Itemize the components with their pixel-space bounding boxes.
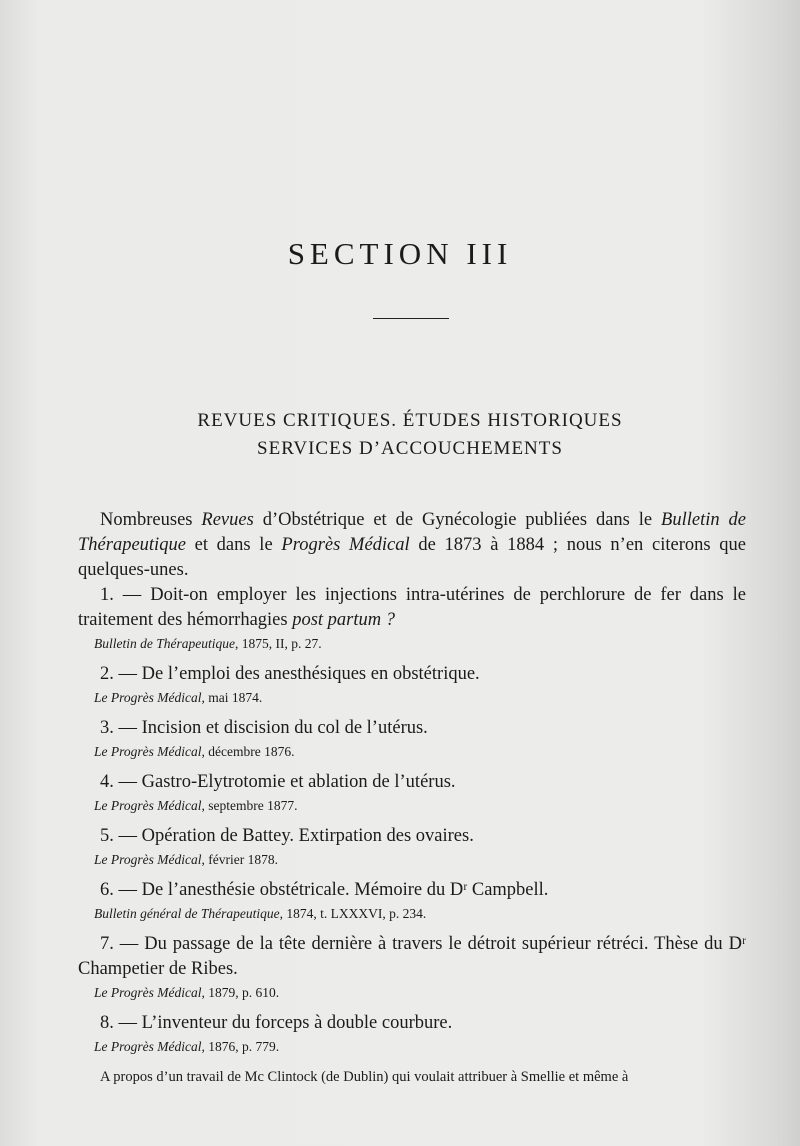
continuation-text: A propos d’un travail de Mc Clintock (de Dublin) qui voulait attribuer à Smellie et même à	[100, 1069, 629, 1085]
entry-reference: Bulletin de Thérapeutique, 1875, II, p. 27.	[94, 636, 322, 651]
entry-reference: Le Progrès Médical, décembre 1876.	[94, 744, 295, 759]
entry-2	[78, 662, 746, 707]
heading-line-2: SERVICES D’ACCOUCHEMENTS	[257, 438, 563, 459]
entry-reference: Le Progrès Médical, février 1878.	[94, 852, 278, 867]
entry-title: 5. — Opération de Battey. Extirpation des ovaires.	[100, 826, 474, 846]
entry-5	[78, 824, 746, 869]
entry-7	[78, 932, 746, 1002]
entry-title: 6. — De l’anesthésie obstétricale. Mémoire du Dʳ Campbell.	[100, 880, 549, 900]
section-title: SECTION III	[287, 236, 513, 271]
entry-6	[78, 878, 746, 923]
entry-reference: Le Progrès Médical, mai 1874.	[94, 690, 263, 705]
entry-4	[78, 770, 746, 815]
intro-paragraph: Nombreuses Revues d’Obstétrique et de Gynécologie publiées dans le Bulletin de Thérapeutique et dans le Progrès Médical de 1873 à 1884 ; nous n’en citerons que quelques-unes.	[78, 510, 746, 580]
entry-8	[78, 1011, 746, 1056]
entry-reference: Bulletin général de Thérapeutique, 1874, t. LXXXVI, p. 234.	[94, 906, 427, 921]
entry-reference: Le Progrès Médical, 1876, p. 779.	[94, 1039, 280, 1054]
entry-title: 8. — L’inventeur du forceps à double courbure.	[100, 1013, 453, 1033]
heading-line-1: REVUES CRITIQUES. ÉTUDES HISTORIQUES	[197, 410, 623, 431]
entry-reference: Le Progrès Médical, septembre 1877.	[94, 798, 298, 813]
entry-3	[78, 716, 746, 761]
title-rule	[373, 318, 449, 319]
entry-title: 4. — Gastro-Elytrotomie et ablation de l’utérus.	[100, 772, 456, 792]
entry-title: 2. — De l’emploi des anesthésiques en obstétrique.	[100, 664, 480, 684]
entry-1	[78, 583, 746, 653]
entry-title: 3. — Incision et discision du col de l’utérus.	[100, 718, 428, 738]
entry-title: 1. — Doit-on employer les injections intra-utérines de perchlorure de fer dans le traitement des hémorrhagies post partum ?	[78, 585, 746, 630]
document-body	[78, 508, 746, 1090]
entry-title: 7. — Du passage de la tête dernière à travers le détroit supérieur rétréci. Thèse du Dʳ Champetier de Ribes.	[78, 934, 746, 979]
entry-reference: Le Progrès Médical, 1879, p. 610.	[94, 985, 280, 1000]
